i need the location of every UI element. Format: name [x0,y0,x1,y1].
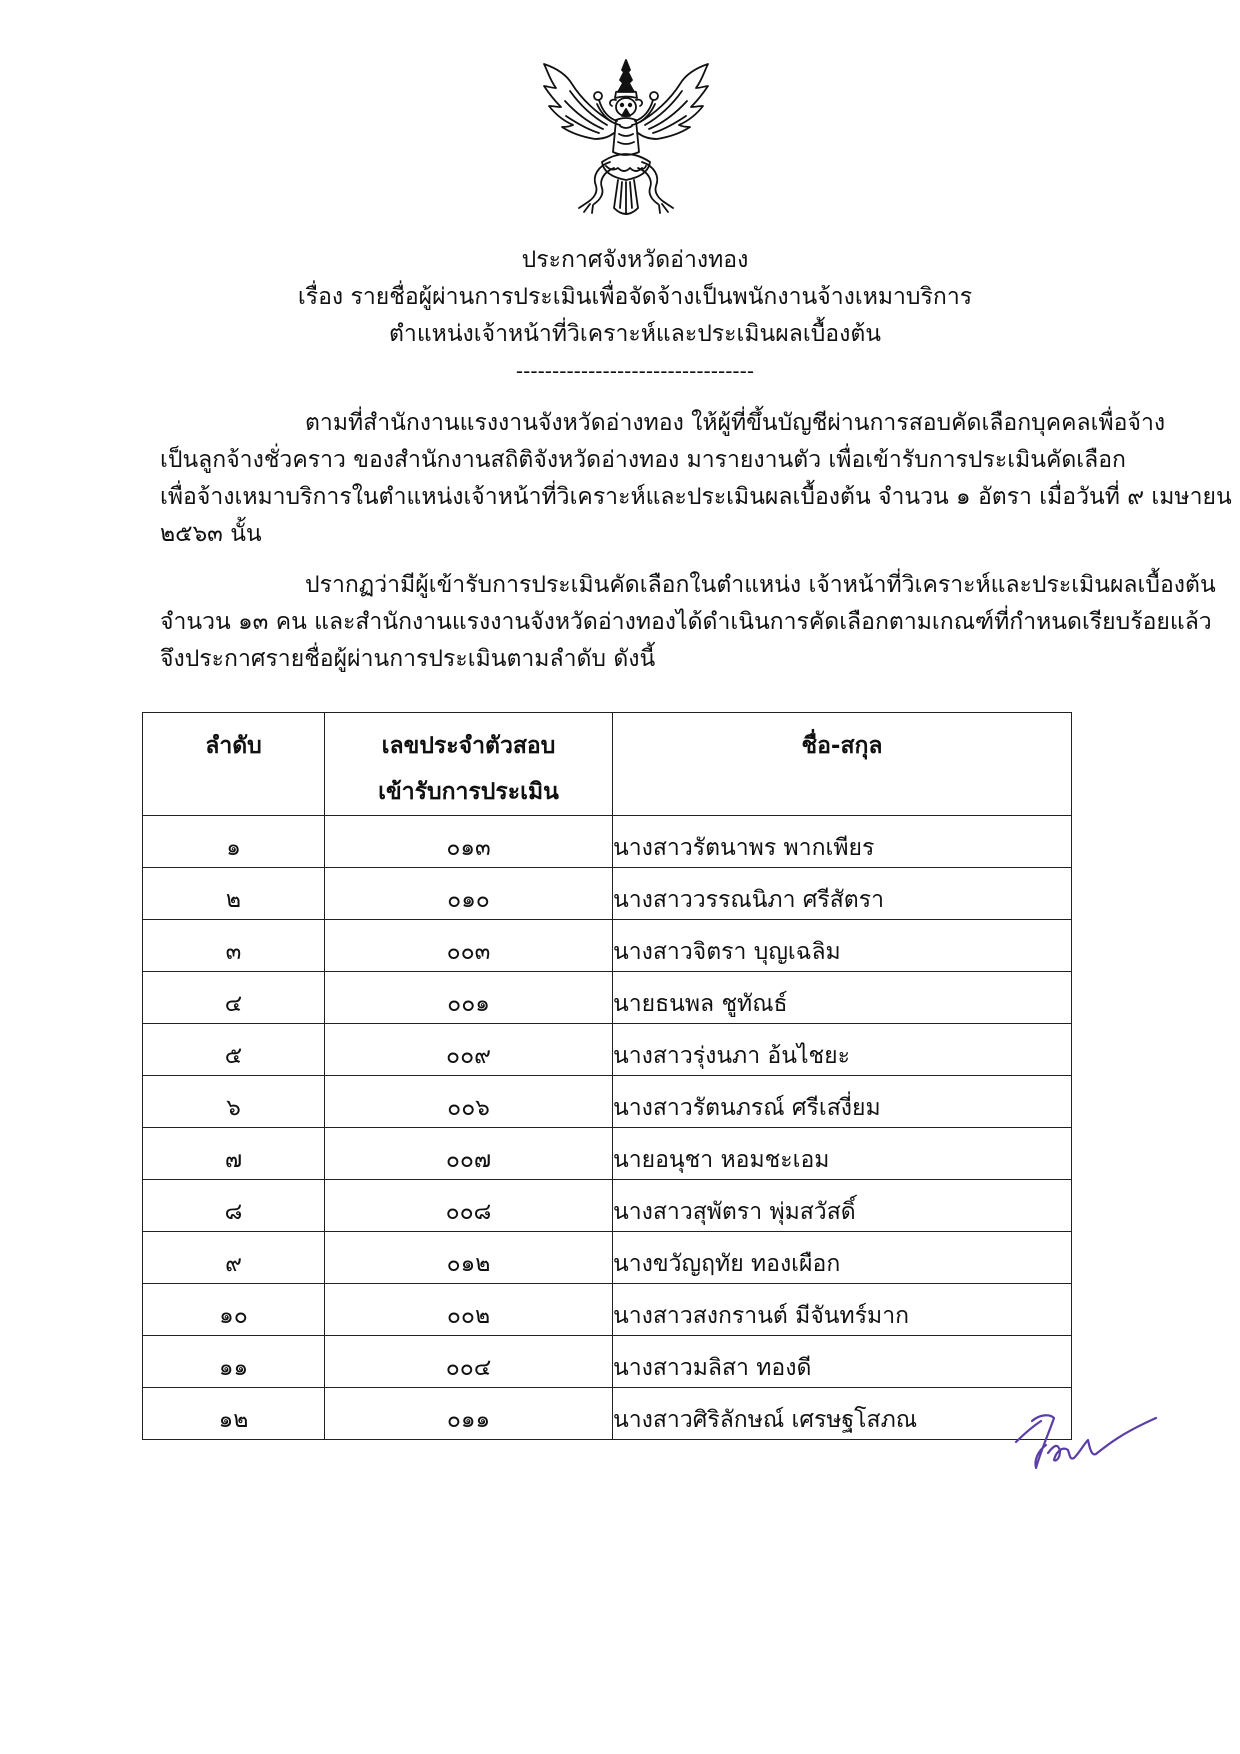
exam-id-cell: ๐๐๙ [325,1024,613,1076]
order-cell: ๘ [143,1180,325,1232]
announcement-subject: เรื่อง รายชื่อผู้ผ่านการประเมินเพื่อจัดจ้างเป็นพนักงานจ้างเหมาบริการ [297,284,973,310]
paragraph-line: เพื่อจ้างเหมาบริการในตำแหน่งเจ้าหน้าที่วิเคราะห์และประเมินผลเบื้องต้น จำนวน ๑ อัตรา เมื่อวันที่ ๙ เมษายน [160,484,1232,510]
table-row [143,1180,1072,1232]
column-header-order [143,713,325,816]
column-header-exam-id [325,713,613,816]
column-header-exam-id-line2: เข้ารับการประเมิน [378,779,559,805]
table-row [143,816,1072,868]
exam-id-cell: ๐๐๑ [325,972,613,1024]
order-cell: ๑ [143,816,325,868]
announcement-heading [160,242,1110,390]
paragraph-line: ๒๕๖๓ นั้น [160,521,262,547]
column-header-exam-id-line1: เลขประจำตัวสอบ [381,733,556,759]
table-row [143,1232,1072,1284]
signature-stroke [1032,1415,1054,1468]
column-header-name-label: ชื่อ-สกุล [801,733,883,759]
order-cell: ๒ [143,868,325,920]
order-cell: ๑๑ [143,1336,325,1388]
table-row [143,1076,1072,1128]
column-header-order-label: ลำดับ [205,733,262,759]
paragraph-line: เป็นลูกจ้างชั่วคราว ของสำนักงานสถิติจังหวัดอ่างทอง มารายงานตัว เพื่อเข้ารับการประเมินคัดเลือก [160,447,1126,473]
paragraph-line: ปรากฏว่ามีผู้เข้ารับการประเมินคัดเลือกในตำแหน่ง เจ้าหน้าที่วิเคราะห์และประเมินผลเบื้องต้น [305,572,1216,598]
column-header-name [613,713,1072,816]
table-row [143,1284,1072,1336]
name-cell: นางสาวรัตนาพร พากเพียร [613,816,1072,868]
results-table [142,712,1072,1440]
header-row [143,713,1072,816]
table-row [143,1024,1072,1076]
exam-id-cell: ๐๐๓ [325,920,613,972]
name-cell: นางสาววรรณนิภา ศรีสัตรา [613,868,1072,920]
order-cell: ๕ [143,1024,325,1076]
signature-stroke [1048,1418,1156,1461]
signature-stroke [1016,1421,1041,1442]
exam-id-cell: ๐๐๒ [325,1284,613,1336]
name-cell: นายอนุชา หอมชะเอม [613,1128,1072,1180]
order-cell: ๔ [143,972,325,1024]
exam-id-cell: ๐๑๓ [325,816,613,868]
exam-id-cell: ๐๐๔ [325,1336,613,1388]
order-cell: ๖ [143,1076,325,1128]
order-cell: ๗ [143,1128,325,1180]
name-cell: นางสาวมลิสา ทองดี [613,1336,1072,1388]
exam-id-cell: ๐๑๑ [325,1388,613,1440]
order-cell: ๑๒ [143,1388,325,1440]
name-cell: นางสาวศิริลักษณ์ เศรษฐโสภณ [613,1388,1072,1440]
announcement-body [160,405,1232,678]
name-cell: นายธนพล ชูทัณธ์ [613,972,1072,1024]
results-table-header [143,713,1072,816]
table-row [143,1336,1072,1388]
announcement-position: ตำแหน่งเจ้าหน้าที่วิเคราะห์และประเมินผลเบื้องต้น [388,321,881,347]
table-body [143,816,1072,1440]
order-cell: ๙ [143,1232,325,1284]
table-row [143,1388,1072,1440]
exam-id-cell: ๐๑๒ [325,1232,613,1284]
name-cell: นางสาวรุ่งนภา อ้นไชยะ [613,1024,1072,1076]
paragraph-line: จึงประกาศรายชื่อผู้ผ่านการประเมินตามลำดับ ดังนี้ [160,646,656,672]
garuda-emblem-icon [536,58,716,224]
signature-icon [1010,1410,1160,1474]
exam-id-cell: ๐๐๖ [325,1076,613,1128]
announcement-title: ประกาศจังหวัดอ่างทอง [521,247,749,273]
name-cell: นางสาวสุพัตรา พุ่มสวัสดิ์ [613,1180,1072,1232]
paragraph-result [160,567,1216,678]
exam-id-cell: ๐๐๘ [325,1180,613,1232]
exam-id-cell: ๐๐๗ [325,1128,613,1180]
name-cell: นางสาวสงกรานต์ มีจันทร์มาก [613,1284,1072,1336]
table-row [143,972,1072,1024]
handwritten-signature [1010,1410,1160,1474]
exam-id-cell: ๐๑๐ [325,868,613,920]
name-cell: นางขวัญฤทัย ทองเผือก [613,1232,1072,1284]
garuda-emblem [536,58,716,224]
name-cell: นางสาวจิตรา บุญเฉลิม [613,920,1072,972]
heading-separator: --------------------------------- [515,359,755,383]
paragraph-line: จำนวน ๑๓ คน และสำนักงานแรงงานจังหวัดอ่างทองได้ดำเนินการคัดเลือกตามเกณฑ์ที่กำหนดเรียบร้อยแล้ว [160,609,1212,635]
order-cell: ๓ [143,920,325,972]
paragraph-intro [160,405,1232,553]
name-cell: นางสาวรัตนภรณ์ ศรีเสงี่ยม [613,1076,1072,1128]
table-row [143,868,1072,920]
order-cell: ๑๐ [143,1284,325,1336]
paragraph-line: ตามที่สำนักงานแรงงานจังหวัดอ่างทอง ให้ผู้ที่ขึ้นบัญชีผ่านการสอบคัดเลือกบุคคลเพื่อจ้าง [305,410,1166,436]
table-row [143,1128,1072,1180]
table-row [143,920,1072,972]
